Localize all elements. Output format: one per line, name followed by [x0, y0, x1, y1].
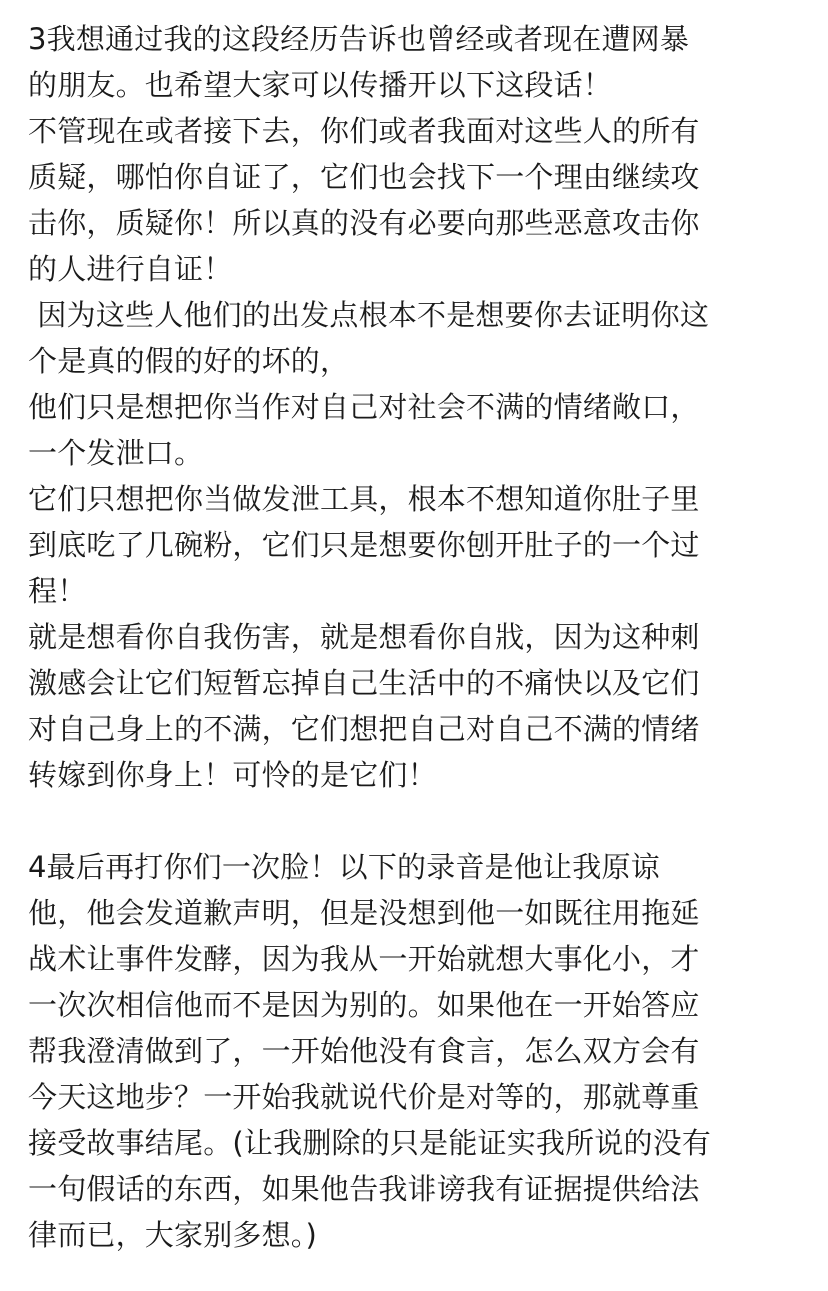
paragraph-spacer: [28, 798, 808, 844]
text-line: 因为这些人他们的出发点根本不是想要你去证明你这: [28, 298, 710, 332]
text-line: 质疑，哪怕你自证了，它们也会找下一个理由继续攻: [28, 160, 700, 194]
text-line: 一次次相信他而不是因为别的。如果他在一开始答应: [28, 988, 700, 1022]
text-line: 帮我澄清做到了，一开始他没有食言，怎么双方会有: [28, 1034, 700, 1068]
text-line: 它们只想把你当做发泄工具，根本不想知道你肚子里: [28, 482, 700, 516]
text-line: 击你，质疑你！所以真的没有必要向那些恶意攻击你: [28, 206, 700, 240]
paragraph-3: [28, 16, 808, 798]
text-line: 一句假话的东西，如果他告我诽谤我有证据提供给法: [28, 1172, 700, 1206]
text-line: 程！: [28, 574, 87, 608]
text-line: 3我想通过我的这段经历告诉也曾经或者现在遭网暴: [28, 22, 690, 56]
text-line: 他们只是想把你当作对自己对社会不满的情绪敞口，: [28, 390, 700, 424]
text-line: 律而已，大家别多想。): [28, 1218, 318, 1252]
text-line: 今天这地步？一开始我就说代价是对等的，那就尊重: [28, 1080, 700, 1114]
text-line: 他，他会发道歉声明，但是没想到他一如既往用拖延: [28, 896, 700, 930]
text-line: 接受故事结尾。(让我删除的只是能证实我所说的没有: [28, 1126, 712, 1160]
text-line: 不管现在或者接下去，你们或者我面对这些人的所有: [28, 114, 700, 148]
text-line: 转嫁到你身上！可怜的是它们！: [28, 758, 437, 792]
text-line: 激感会让它们短暂忘掉自己生活中的不痛快以及它们: [28, 666, 700, 700]
text-line: 的人进行自证！: [28, 252, 233, 286]
text-line: 到底吃了几碗粉，它们只是想要你刨开肚子的一个过: [28, 528, 700, 562]
paragraph-4: [28, 844, 808, 1258]
text-line: 就是想看你自我伤害，就是想看你自戕，因为这种刺: [28, 620, 700, 654]
text-line: 一个发泄口。: [28, 436, 204, 470]
text-line: 对自己身上的不满，它们想把自己对自己不满的情绪: [28, 712, 700, 746]
text-line: 个是真的假的好的坏的，: [28, 344, 350, 378]
text-line: 战术让事件发酵，因为我从一开始就想大事化小，才: [28, 942, 700, 976]
text-line: 4最后再打你们一次脸！以下的录音是他让我原谅: [28, 850, 660, 884]
text-line: 的朋友。也希望大家可以传播开以下这段话！: [28, 68, 613, 102]
